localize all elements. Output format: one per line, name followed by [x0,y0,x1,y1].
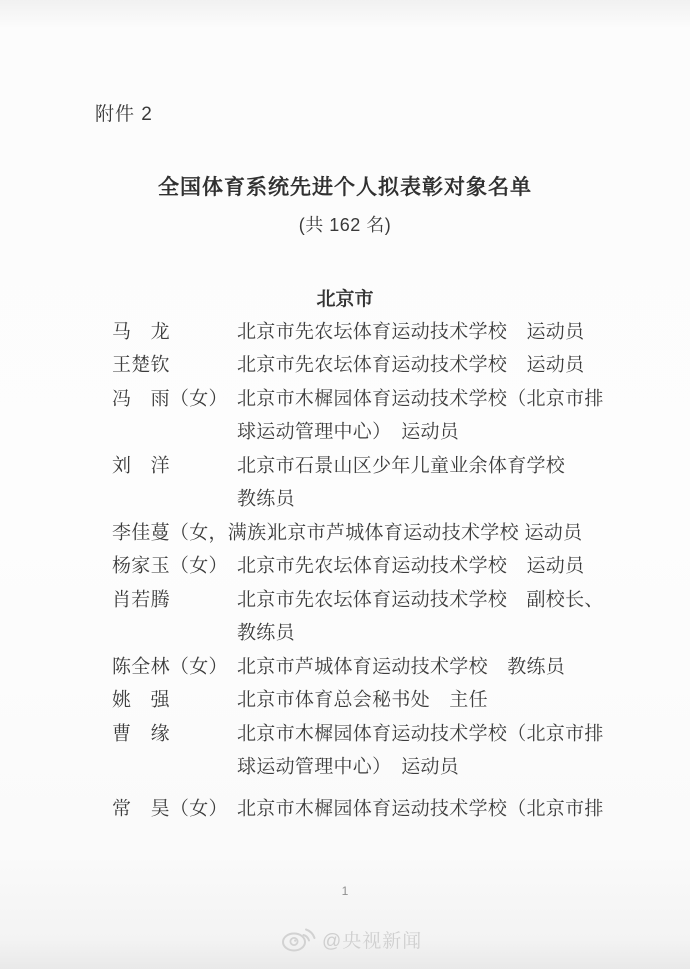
person-name: 姚 强 [112,689,170,711]
person-name: 肖若腾 [112,589,170,611]
list-row-continuation [0,414,690,448]
person-affiliation: 北京市先农坛体育运动技术学校 运动员 [237,354,585,376]
list-row [0,790,690,824]
list-row [0,715,690,749]
person-name: 马 龙 [112,321,170,343]
watermark-text: @央视新闻 [322,931,423,952]
person-affiliation: 北京市石景山区少年儿童业余体育学校 [237,455,566,477]
list-row [0,682,690,716]
person-affiliation: 北京市木樨园体育运动技术学校（北京市排 [237,723,604,745]
list-row [0,548,690,582]
list-row [0,514,690,548]
person-name: 李佳蔓（女，满族） [112,522,286,544]
person-name: 陈全林（女） [112,656,228,678]
document-title: 全国体育系统先进个人拟表彰对象名单 [158,176,532,199]
person-name: 曹 缘 [112,723,170,745]
person-name: 常 昊（女） [112,798,228,820]
person-affiliation: 北京市先农坛体育运动技术学校 运动员 [237,321,585,343]
person-name: 刘 洋 [112,455,170,477]
person-affiliation: 北京市木樨园体育运动技术学校（北京市排 [237,798,604,820]
watermark [281,926,422,953]
person-name: 王楚钦 [112,354,170,376]
person-affiliation: 教练员 [237,488,295,510]
count-note: (共 162 名) [298,215,392,235]
list-row-continuation [0,749,690,783]
person-affiliation: 球运动管理中心） 运动员 [237,421,460,443]
person-affiliation: 北京市体育总会秘书处 主任 [237,689,488,711]
list-row [0,347,690,381]
page-number: 1 [341,884,349,898]
person-name: 冯 雨（女） [112,388,228,410]
person-affiliation: 北京市先农坛体育运动技术学校 副校长、 [237,589,604,611]
list-row [0,380,690,414]
list-row [0,447,690,481]
list-row [0,313,690,347]
person-affiliation: 北京市先农坛体育运动技术学校 运动员 [237,555,585,577]
honoree-list [0,313,690,824]
person-name: 杨家玉（女） [112,555,228,577]
weibo-icon [281,926,317,953]
person-affiliation: 球运动管理中心） 运动员 [237,756,460,778]
list-row-continuation [0,615,690,649]
attachment-label: 附件 2 [95,104,153,125]
list-row-continuation [0,481,690,515]
person-affiliation: 北京市芦城体育运动技术学校 运动员 [268,522,583,544]
person-affiliation: 教练员 [237,622,295,644]
person-affiliation: 北京市芦城体育运动技术学校 教练员 [237,656,566,678]
list-row [0,648,690,682]
person-affiliation: 北京市木樨园体育运动技术学校（北京市排 [237,388,604,410]
list-row [0,581,690,615]
section-heading-beijing: 北京市 [316,289,374,310]
